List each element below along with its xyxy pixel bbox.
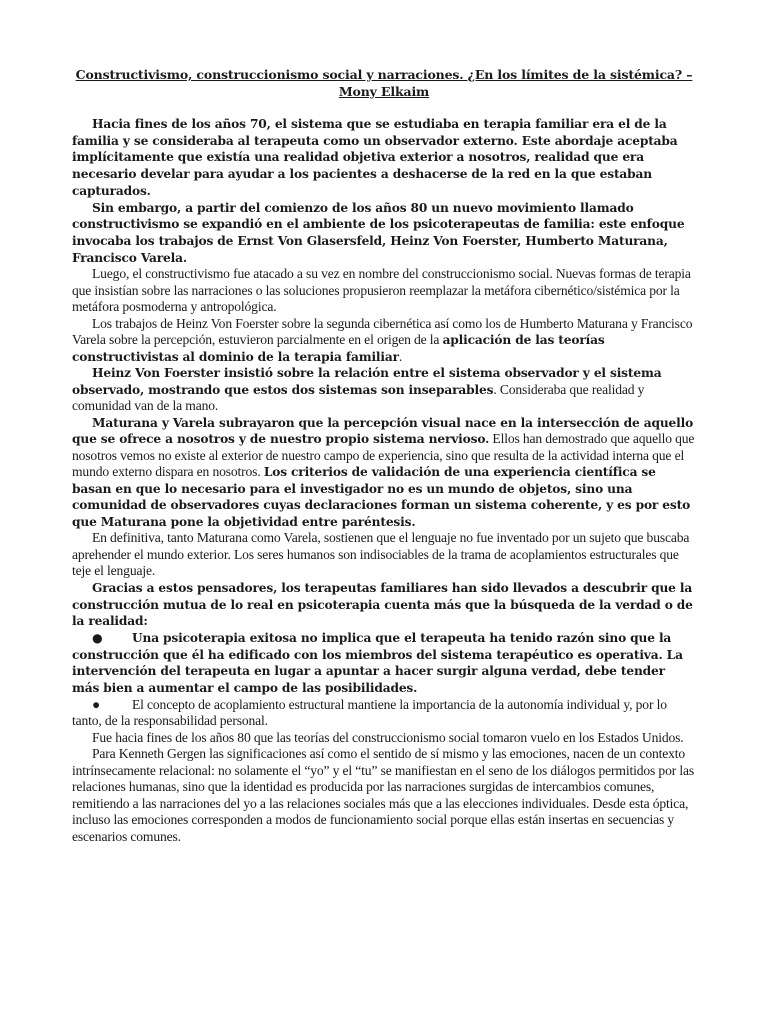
paragraph-3: Luego, el constructivismo fue atacado a su vez en nombre del construccionismo social. Nuevas formas de terapia que insistían sobre las narraciones o las soluciones propusieron reemplazar la metáfora cibernético/sistémica por la metáfora posmoderna y antropológica. bbox=[72, 266, 691, 315]
bullet-icon: ● bbox=[92, 630, 103, 645]
paragraph-7: En definitiva, tanto Maturana como Varela, sostienen que el lenguaje no fue inventado por un sujeto que buscaba aprehender el mundo exterior. Los seres humanos son indisociables de la trama de acoplamientos estructurales que teje el lenguaje. bbox=[72, 530, 690, 579]
bullet-item-1: ● Una psicoterapia exitosa no implica que el terapeuta ha tenido razón sino que la construcción que él ha edificado con los miembros del sistema terapéutico es operativa. La intervención del terapeuta en lugar a apuntar a hacer surgir alguna verdad, debe tender más bien a aumentar el campo de las posibilidades. bbox=[72, 630, 683, 696]
bullet-item-2: ● El concepto de acoplamiento estructural mantiene la importancia de la autonomía individual y, por lo tanto, de la responsabilidad personal. bbox=[72, 696, 667, 729]
paragraph-5: Heinz Von Foerster insistió sobre la relación entre el sistema observador y el sistema observado, mostrando que estos dos sistemas son inseparables. Consideraba que realidad y comunidad van de la mano. bbox=[72, 366, 662, 414]
paragraph-6: Maturana y Varela subrayaron que la percepción visual nace en la intersección de aquello que se ofrece a nosotros y de nuestro propio sistema nervioso. Ellos han demostrado que aquello que nosotros vemos no existe al exterior de nuestro campo de experiencia, sino que resulta de la actividad interna que el mundo externo dispara en nosotros. Los criterios de validación de una experiencia científica se basan en que lo necesario para el investigador no es un mundo de objetos, sino una comunidad de observadores cuyas declaraciones forman un sistema coherente, y es por esto que Maturana pone la objetividad entre paréntesis. bbox=[72, 415, 695, 529]
document-page bbox=[72, 66, 696, 845]
paragraph-8: Gracias a estos pensadores, los terapeutas familiares han sido llevados a descubrir que la construcción mutua de lo real en psicoterapia cuenta más que la búsqueda de la verdad o de la realidad: bbox=[72, 580, 693, 629]
title-line-2: Mony Elkaim bbox=[338, 84, 430, 99]
title-line-1: Constructivismo, construccionismo social y narraciones. ¿En los límites de la sistémica? – bbox=[75, 67, 693, 82]
paragraph-2: Sin embargo, a partir del comienzo de los años 80 un nuevo movimiento llamado constructivismo se expandió en el ambiente de los psicoterapeutas de familia: este enfoque invocaba los trabajos de Ernst Von Glasersfeld, Heinz Von Foerster, Humberto Maturana, Francisco Varela. bbox=[72, 200, 685, 265]
document-title bbox=[72, 66, 696, 100]
paragraph-9: Fue hacia fines de los años 80 que las teorías del construccionismo social tomaron vuelo en los Estados Unidos. bbox=[92, 729, 684, 745]
paragraph-1: Hacia fines de los años 70, el sistema que se estudiaba en terapia familiar era el de la familia y se consideraba al terapeuta como un observador externo. Este abordaje aceptaba implícitamente que existía una realidad objetiva exterior a nosotros, realidad que era necesario develar para ayudar a los pacientes a deshacerse de la red en la que estaban capturados. bbox=[72, 117, 678, 198]
paragraph-4: Los trabajos de Heinz Von Foerster sobre la segunda cibernética así como los de Humberto Maturana y Francisco Varela sobre la percepción, estuvieron parcialmente en el origen de la aplicación de las teorías constructivistas al dominio de la terapia familiar. bbox=[72, 315, 693, 364]
paragraph-10: Para Kenneth Gergen las significaciones así como el sentido de sí mismo y las emociones, nacen de un contexto intrínsecamente relacional: no solamente el “yo” y el “tu” se manifiestan en el seno de los diálogos permitidos por las relaciones humanas, sino que la identidad es producida por las narraciones surgidas de intercambios comunes, remitiendo a las narraciones del yo a las relaciones sociales más que a las elecciones individuales. Desde esta óptica, incluso las emociones corresponden a modos de funcionamiento social porque ellas están insertas en secuencias y escenarios comunes. bbox=[72, 746, 694, 844]
bullet-icon: ● bbox=[92, 696, 101, 712]
